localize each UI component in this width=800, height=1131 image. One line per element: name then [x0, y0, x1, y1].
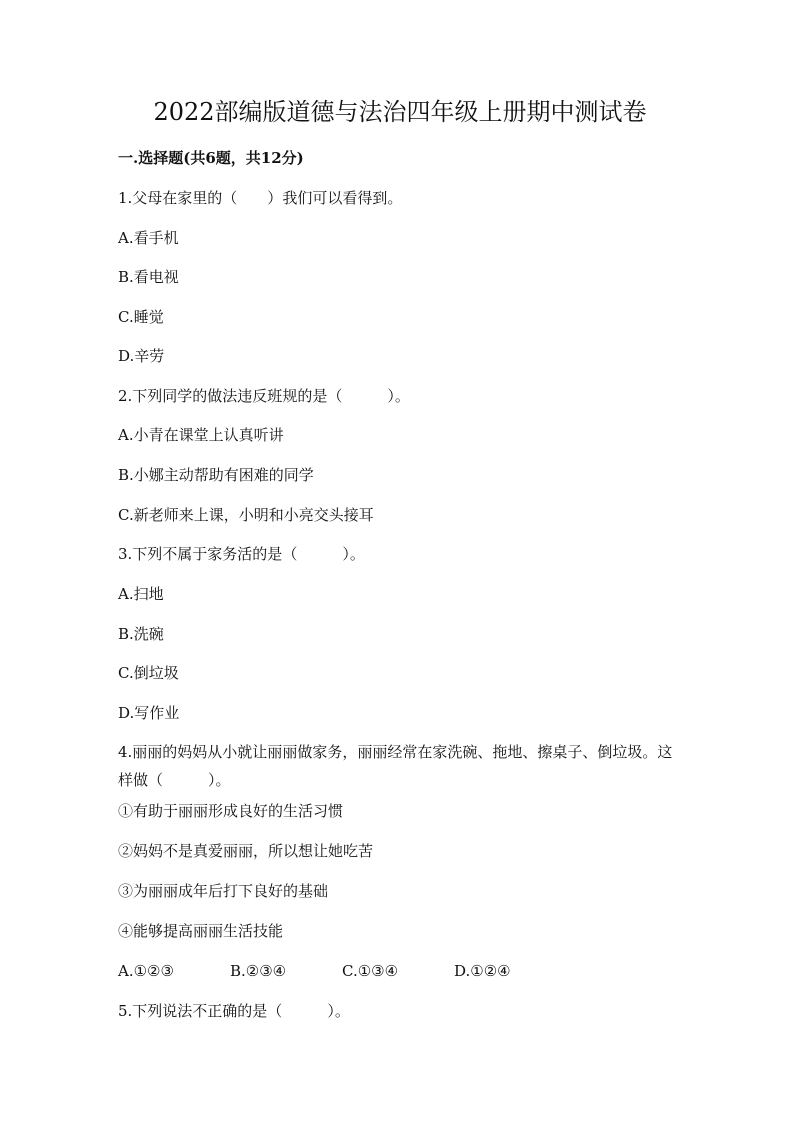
- question-1-option-d: D.辛劳: [118, 347, 165, 365]
- question-2-option-b: B.小娜主动帮助有困难的同学: [118, 466, 314, 484]
- question-4-option-b: B.②③④: [230, 962, 287, 980]
- page-title: 2022部编版道德与法治四年级上册期中测试卷: [153, 98, 647, 126]
- question-4-option-c: C.①③④: [342, 962, 399, 980]
- question-1-option-b: B.看电视: [118, 268, 179, 286]
- question-4-statement-1: ①有助于丽丽形成良好的生活习惯: [118, 802, 344, 820]
- question-4-statement-2: ②妈妈不是真爱丽丽，所以想让她吃苦: [118, 842, 374, 860]
- question-5-stem: 5.下列说法不正确的是（ ）。: [118, 1002, 350, 1020]
- question-3-option-d: D.写作业: [118, 704, 180, 722]
- question-4-statement-4: ④能够提高丽丽生活技能: [118, 922, 284, 940]
- question-4-statement-3: ③为丽丽成年后打下良好的基础: [118, 882, 329, 900]
- question-3-option-c: C.倒垃圾: [118, 664, 179, 682]
- question-2-option-c: C.新老师来上课，小明和小亮交头接耳: [118, 506, 374, 524]
- question-4-options-row: [118, 960, 511, 982]
- question-4-option-a: A.①②③: [118, 962, 174, 980]
- question-1-stem: 1.父母在家里的（ ）我们可以看得到。: [118, 189, 403, 207]
- question-4-stem: 4.丽丽的妈妈从小就让丽丽做家务，丽丽经常在家洗碗、拖地、擦桌子、倒垃圾。这样做（ ）。: [118, 743, 673, 789]
- question-1-option-c: C.睡觉: [118, 308, 164, 326]
- question-4-option-d: D.①②④: [454, 962, 511, 980]
- question-3-stem: 3.下列不属于家务活的是（ ）。: [118, 545, 365, 563]
- section-heading: 一.选择题(共6题，共12分): [118, 149, 304, 167]
- question-2-stem: 2.下列同学的做法违反班规的是（ ）。: [118, 387, 410, 405]
- question-3-option-a: A.扫地: [118, 585, 164, 603]
- question-3-option-b: B.洗碗: [118, 625, 164, 643]
- question-2-option-a: A.小青在课堂上认真听讲: [118, 426, 284, 444]
- question-1-option-a: A.看手机: [118, 229, 179, 247]
